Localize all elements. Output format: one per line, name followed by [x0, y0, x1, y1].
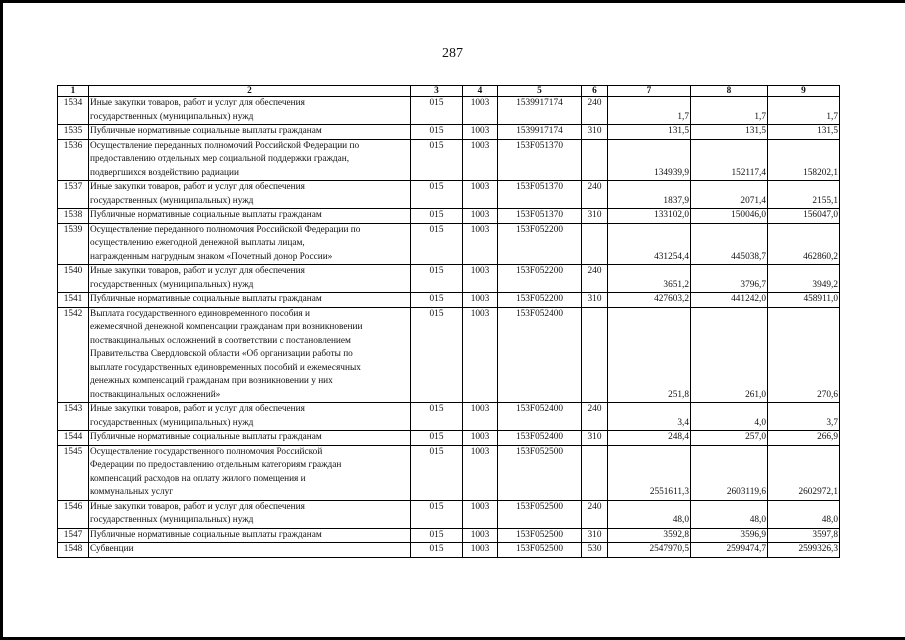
section-code: 1003 [463, 543, 498, 558]
section-code: 1003 [463, 528, 498, 543]
description-line: компенсаций расходов на оплату жилого помещения и [90, 473, 306, 484]
amount-col-7: 248,4 [608, 431, 691, 446]
admin-code: 015 [411, 97, 463, 125]
table-row [58, 528, 840, 543]
amount-col-9: 131,5 [768, 125, 840, 140]
column-header: 8 [691, 86, 768, 97]
admin-code: 015 [411, 181, 463, 209]
target-article-code: 1539917174 [498, 97, 582, 125]
amount-col-7: 1,7 [608, 97, 691, 125]
row-number: 1538 [58, 209, 89, 224]
description-line: поствакцинальных осложнений» [90, 389, 221, 400]
section-code: 1003 [463, 125, 498, 140]
target-article-code: 153F052500 [498, 500, 582, 528]
description-line: государственных (муниципальных) нужд [90, 417, 254, 428]
amount-col-9: 266,9 [768, 431, 840, 446]
amount-col-8: 2071,4 [691, 181, 768, 209]
row-description [89, 181, 411, 209]
amount-col-9: 3597,8 [768, 528, 840, 543]
table-row [58, 431, 840, 446]
row-number: 1546 [58, 500, 89, 528]
amount-col-7: 48,0 [608, 500, 691, 528]
amount-col-8: 3796,7 [691, 265, 768, 293]
description-line: Иные закупки товаров, работ и услуг для обеспечения [90, 501, 305, 512]
description-line: Субвенции [90, 544, 134, 554]
description-line: денежных компенсаций гражданам при возникновении у них [90, 376, 333, 386]
description-line: Правительства Свердловской области «Об организации работы по [90, 349, 353, 359]
amount-col-9: 48,0 [768, 500, 840, 528]
row-number: 1541 [58, 293, 89, 308]
amount-col-8: 3596,9 [691, 528, 768, 543]
target-article-code: 153F052500 [498, 528, 582, 543]
amount-col-7: 3592,8 [608, 528, 691, 543]
column-header: 5 [498, 86, 582, 97]
amount-col-8: 48,0 [691, 500, 768, 528]
section-code: 1003 [463, 307, 498, 403]
amount-col-8: 441242,0 [691, 293, 768, 308]
target-article-code: 153F051370 [498, 139, 582, 181]
amount-col-8: 1,7 [691, 97, 768, 125]
amount-col-7: 427603,2 [608, 293, 691, 308]
description-line: подвергшихся воздействию радиации [90, 167, 239, 178]
row-description [89, 543, 411, 558]
column-header: 4 [463, 86, 498, 97]
row-number: 1540 [58, 265, 89, 293]
column-header: 9 [768, 86, 840, 97]
target-article-code: 153F052400 [498, 403, 582, 431]
target-article-code: 153F052200 [498, 223, 582, 265]
row-number: 1544 [58, 431, 89, 446]
description-line: осуществлению ежегодной денежной выплаты лицам, [90, 238, 305, 248]
table-row [58, 307, 840, 403]
table-row [58, 445, 840, 500]
section-code: 1003 [463, 500, 498, 528]
row-description [89, 293, 411, 308]
amount-col-8: 4,0 [691, 403, 768, 431]
description-line: Публичные нормативные социальные выплаты гражданам [90, 432, 322, 442]
admin-code: 015 [411, 403, 463, 431]
amount-col-8: 152117,4 [691, 139, 768, 181]
description-line: Осуществление переданного полномочия Российской Федерации по [90, 224, 361, 235]
amount-col-9: 3,7 [768, 403, 840, 431]
amount-col-9: 462860,2 [768, 223, 840, 265]
row-description [89, 223, 411, 265]
admin-code: 015 [411, 431, 463, 446]
description-line: государственных (муниципальных) нужд [90, 515, 254, 525]
description-line: Иные закупки товаров, работ и услуг для обеспечения [90, 266, 305, 276]
row-number: 1539 [58, 223, 89, 265]
expense-type-code: 530 [582, 543, 608, 558]
amount-col-7: 3,4 [608, 403, 691, 431]
expense-type-code: 240 [582, 181, 608, 209]
row-number: 1535 [58, 125, 89, 140]
expense-type-code: 240 [582, 265, 608, 293]
amount-col-7: 2551611,3 [608, 445, 691, 500]
section-code: 1003 [463, 97, 498, 125]
expense-type-code: 240 [582, 403, 608, 431]
admin-code: 015 [411, 209, 463, 224]
amount-col-9: 3949,2 [768, 265, 840, 293]
table-row [58, 403, 840, 431]
description-line: Федерации по предоставлению отдельным категориям граждан [90, 460, 342, 470]
column-header: 2 [89, 86, 411, 97]
table-row [58, 265, 840, 293]
expense-type-code: 310 [582, 528, 608, 543]
description-line: выплате государственных единовременных пособий и ежемесячных [90, 362, 361, 373]
column-header: 3 [411, 86, 463, 97]
row-number: 1545 [58, 445, 89, 500]
table-row [58, 543, 840, 558]
column-header: 1 [58, 86, 89, 97]
admin-code: 015 [411, 265, 463, 293]
table-row [58, 293, 840, 308]
row-number: 1542 [58, 307, 89, 403]
scan-frame-left [0, 0, 3, 640]
amount-col-7: 431254,4 [608, 223, 691, 265]
admin-code: 015 [411, 223, 463, 265]
row-number: 1537 [58, 181, 89, 209]
admin-code: 015 [411, 139, 463, 181]
scan-frame-top [0, 0, 905, 3]
column-header: 7 [608, 86, 691, 97]
row-number: 1548 [58, 543, 89, 558]
expense-type-code: 310 [582, 431, 608, 446]
description-line: государственных (муниципальных) нужд [90, 195, 254, 206]
amount-col-9: 156047,0 [768, 209, 840, 224]
section-code: 1003 [463, 403, 498, 431]
table-row [58, 181, 840, 209]
target-article-code: 153F051370 [498, 209, 582, 224]
row-description [89, 403, 411, 431]
amount-col-9: 2602972,1 [768, 445, 840, 500]
description-line: Иные закупки товаров, работ и услуг для обеспечения [90, 98, 305, 108]
table-row [58, 139, 840, 181]
section-code: 1003 [463, 265, 498, 293]
amount-col-7: 251,8 [608, 307, 691, 403]
column-header: 6 [582, 86, 608, 97]
target-article-code: 153F052400 [498, 307, 582, 403]
amount-col-9: 1,7 [768, 97, 840, 125]
amount-col-7: 2547970,5 [608, 543, 691, 558]
description-line: Иные закупки товаров, работ и услуг для обеспечения [90, 182, 305, 192]
row-number: 1534 [58, 97, 89, 125]
table-row [58, 223, 840, 265]
row-description [89, 139, 411, 181]
row-description [89, 97, 411, 125]
target-article-code: 153F052500 [498, 445, 582, 500]
amount-col-7: 134939,9 [608, 139, 691, 181]
description-line: Осуществление государственного полномочия Российской [90, 446, 323, 457]
description-line: Публичные нормативные социальные выплаты гражданам [90, 126, 322, 136]
row-description [89, 500, 411, 528]
row-description [89, 209, 411, 224]
description-line: ежемесячной денежной компенсации гражданам при возникновении [90, 322, 363, 332]
description-line: Публичные нормативные социальные выплаты гражданам [90, 529, 322, 540]
description-line: государственных (муниципальных) нужд [90, 111, 254, 122]
section-code: 1003 [463, 293, 498, 308]
amount-col-9: 270,6 [768, 307, 840, 403]
expense-type-code [582, 445, 608, 500]
expense-type-code: 310 [582, 293, 608, 308]
description-line: Публичные нормативные социальные выплаты гражданам [90, 294, 322, 304]
expense-type-code: 310 [582, 125, 608, 140]
amount-col-8: 261,0 [691, 307, 768, 403]
amount-col-8: 257,0 [691, 431, 768, 446]
row-description [89, 528, 411, 543]
amount-col-8: 131,5 [691, 125, 768, 140]
target-article-code: 153F052400 [498, 431, 582, 446]
row-description [89, 125, 411, 140]
target-article-code: 153F051370 [498, 181, 582, 209]
description-line: поствакцинальных осложнений в соответствии с постановлением [90, 335, 351, 346]
table-body [58, 86, 840, 558]
amount-col-9: 158202,1 [768, 139, 840, 181]
expense-type-code: 240 [582, 97, 608, 125]
row-number: 1536 [58, 139, 89, 181]
row-description [89, 307, 411, 403]
row-description [89, 445, 411, 500]
expense-type-code [582, 307, 608, 403]
admin-code: 015 [411, 307, 463, 403]
amount-col-8: 2599474,7 [691, 543, 768, 558]
column-header-row [58, 86, 840, 97]
section-code: 1003 [463, 431, 498, 446]
row-number: 1547 [58, 528, 89, 543]
expense-type-code [582, 223, 608, 265]
description-line: Публичные нормативные социальные выплаты гражданам [90, 210, 322, 220]
table-row [58, 125, 840, 140]
table-row [58, 97, 840, 125]
description-line: государственных (муниципальных) нужд [90, 279, 254, 290]
budget-table [57, 85, 840, 558]
row-description [89, 265, 411, 293]
section-code: 1003 [463, 445, 498, 500]
amount-col-7: 3651,2 [608, 265, 691, 293]
amount-col-8: 445038,7 [691, 223, 768, 265]
amount-col-9: 2599326,3 [768, 543, 840, 558]
section-code: 1003 [463, 139, 498, 181]
admin-code: 015 [411, 500, 463, 528]
amount-col-7: 133102,0 [608, 209, 691, 224]
description-line: Осуществление переданных полномочий Российской Федерации по [90, 140, 360, 151]
expense-type-code: 310 [582, 209, 608, 224]
section-code: 1003 [463, 209, 498, 224]
amount-col-7: 1837,9 [608, 181, 691, 209]
expense-type-code [582, 139, 608, 181]
amount-col-8: 150046,0 [691, 209, 768, 224]
section-code: 1003 [463, 223, 498, 265]
amount-col-7: 131,5 [608, 125, 691, 140]
admin-code: 015 [411, 293, 463, 308]
admin-code: 015 [411, 528, 463, 543]
table-row [58, 500, 840, 528]
description-line: предоставлению отдельных мер социальной поддержки граждан, [90, 154, 350, 164]
description-line: Выплата государственного единовременного пособия и [90, 308, 310, 319]
page-number: 287 [442, 46, 463, 61]
description-line: коммунальных услуг [90, 487, 174, 497]
row-description [89, 431, 411, 446]
admin-code: 015 [411, 543, 463, 558]
target-article-code: 153F052500 [498, 543, 582, 558]
target-article-code: 1539917174 [498, 125, 582, 140]
amount-col-8: 2603119,6 [691, 445, 768, 500]
target-article-code: 153F052200 [498, 265, 582, 293]
amount-col-9: 2155,1 [768, 181, 840, 209]
amount-col-9: 458911,0 [768, 293, 840, 308]
target-article-code: 153F052200 [498, 293, 582, 308]
expense-type-code: 240 [582, 500, 608, 528]
table-row [58, 209, 840, 224]
description-line: награжденным нагрудным знаком «Почетный донор России» [90, 251, 333, 262]
admin-code: 015 [411, 445, 463, 500]
section-code: 1003 [463, 181, 498, 209]
description-line: Иные закупки товаров, работ и услуг для обеспечения [90, 404, 305, 414]
row-number: 1543 [58, 403, 89, 431]
admin-code: 015 [411, 125, 463, 140]
